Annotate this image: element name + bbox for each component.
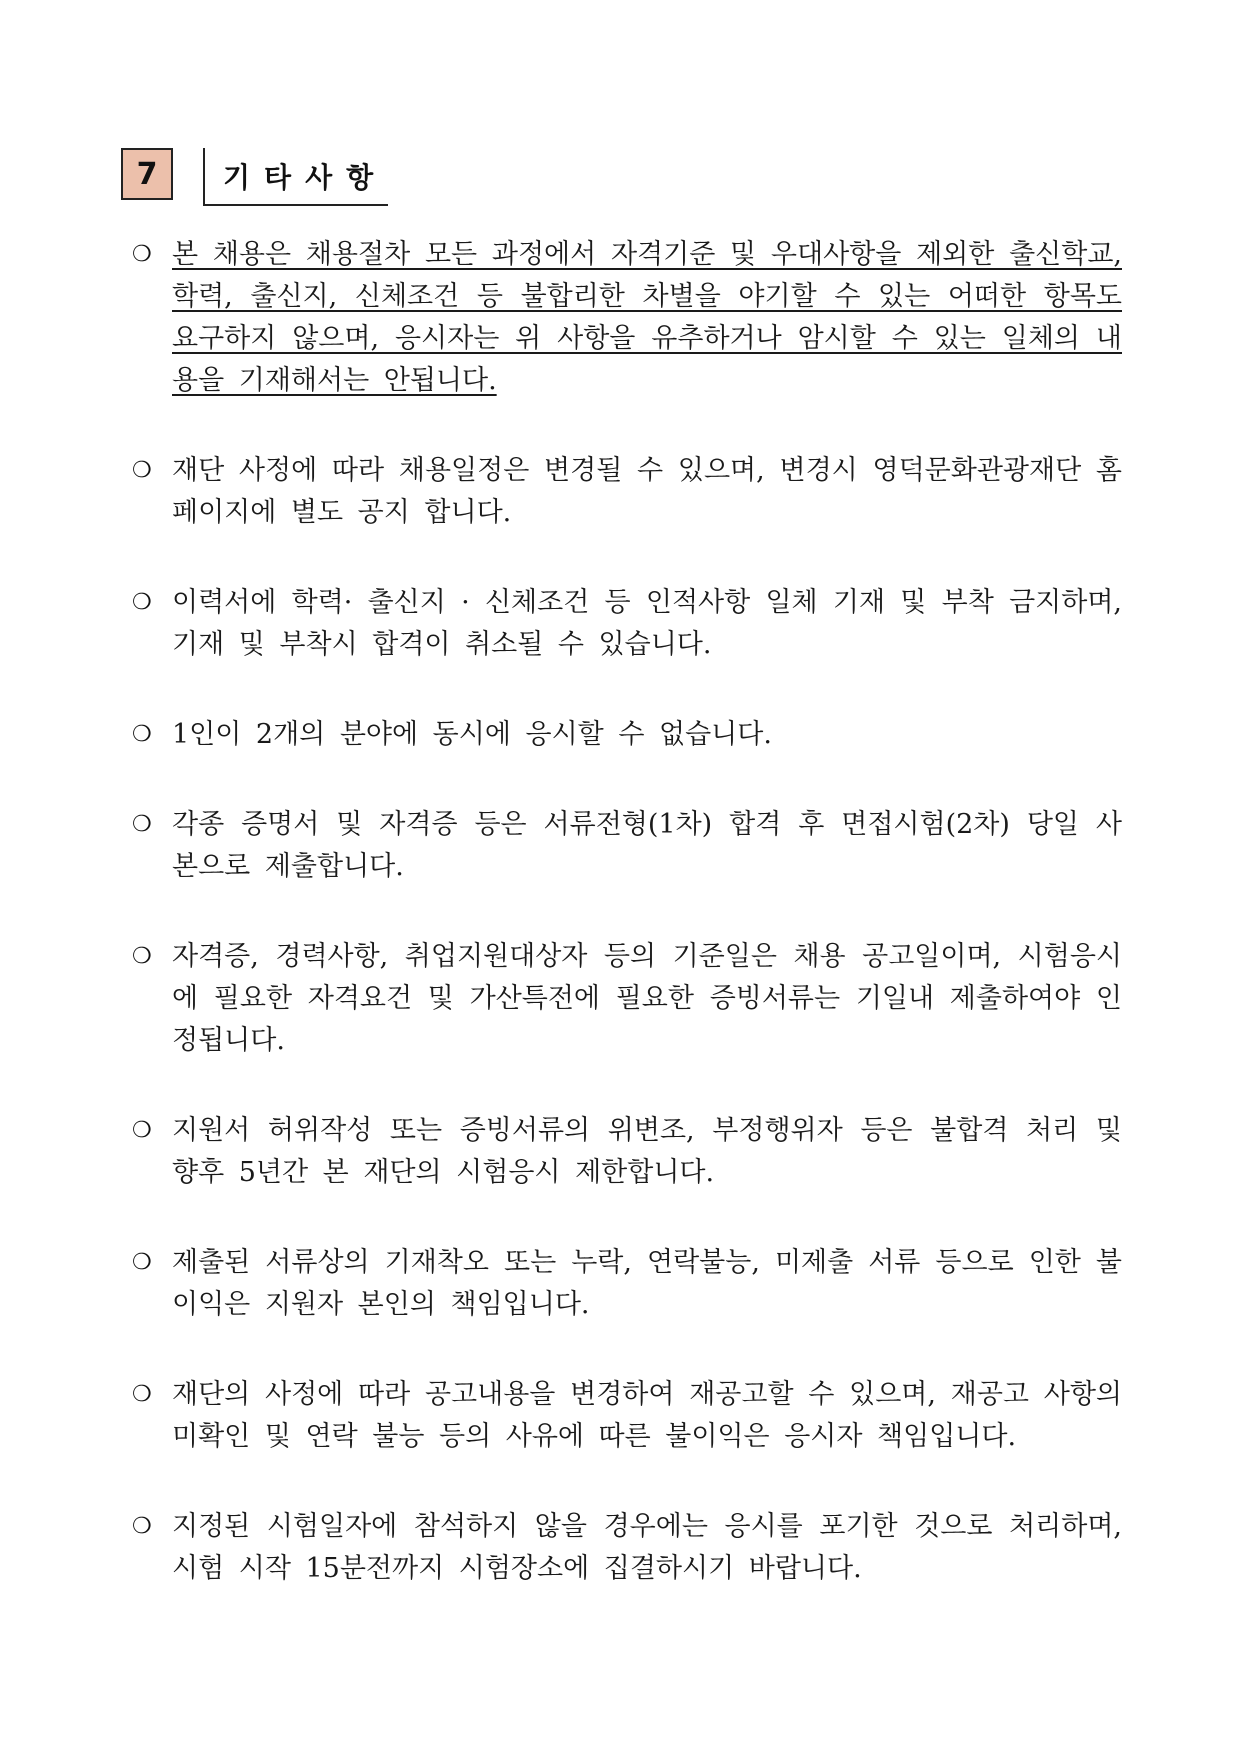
bullet-icon: ❍ xyxy=(132,722,152,747)
notice-item-10 xyxy=(132,1506,1122,1590)
notice-text: 제출된 서류상의 기재착오 또는 누락, 연락불능, 미제출 서류 등으로 인한 불이익은 지원자 본인의 책임입니다. xyxy=(172,1247,1122,1320)
notice-text: 지정된 시험일자에 참석하지 않을 경우에는 응시를 포기한 것으로 처리하며, 시험 시작 15분전까지 시험장소에 집결하시기 바랍니다. xyxy=(172,1511,1122,1584)
notice-text: 지원서 허위작성 또는 증빙서류의 위변조, 부정행위자 등은 불합격 처리 및 향후 5년간 본 재단의 시험응시 제한합니다. xyxy=(172,1115,1122,1188)
section-number-badge: 7 xyxy=(121,148,173,200)
notice-text: 1인이 2개의 분야에 동시에 응시할 수 없습니다. xyxy=(172,719,772,750)
bullet-icon: ❍ xyxy=(132,944,152,969)
section-title-frame xyxy=(203,148,388,206)
bullet-icon: ❍ xyxy=(132,812,152,837)
notice-item-4 xyxy=(132,714,1122,756)
section-header xyxy=(121,148,411,210)
bullet-icon: ❍ xyxy=(132,1118,152,1143)
notice-item-5 xyxy=(132,804,1122,888)
notice-text: 자격증, 경력사항, 취업지원대상자 등의 기준일은 채용 공고일이며, 시험응시에 필요한 자격요건 및 가산특전에 필요한 증빙서류는 기일내 제출하여야 인정됩니다. xyxy=(172,941,1122,1056)
bullet-icon: ❍ xyxy=(132,1514,152,1539)
notice-item-2 xyxy=(132,450,1122,534)
notice-item-3 xyxy=(132,582,1122,666)
notice-item-9 xyxy=(132,1374,1122,1458)
notice-item-7 xyxy=(132,1110,1122,1194)
bullet-icon: ❍ xyxy=(132,590,152,615)
bullet-icon: ❍ xyxy=(132,1250,152,1275)
bullet-icon: ❍ xyxy=(132,1382,152,1407)
notice-text: 재단 사정에 따라 채용일정은 변경될 수 있으며, 변경시 영덕문화관광재단 홈페이지에 별도 공지 합니다. xyxy=(172,455,1122,528)
notice-text: 본 채용은 채용절차 모든 과정에서 자격기준 및 우대사항을 제외한 출신학교, 학력, 출신지, 신체조건 등 불합리한 차별을 야기할 수 있는 어떠한 항목도 요구하지 않으며, 응시자는 위 사항을 유추하거나 암시할 수 있는 일체의 내용을 기재해서는 안됩니다. xyxy=(172,239,1122,396)
section-title: 기타사항 xyxy=(223,161,388,194)
notice-item-1 xyxy=(132,234,1122,402)
notice-item-6 xyxy=(132,936,1122,1062)
notice-list xyxy=(132,234,1122,1590)
notice-text: 각종 증명서 및 자격증 등은 서류전형(1차) 합격 후 면접시험(2차) 당일 사본으로 제출합니다. xyxy=(172,809,1122,882)
bullet-icon: ❍ xyxy=(132,242,152,267)
notice-text: 재단의 사정에 따라 공고내용을 변경하여 재공고할 수 있으며, 재공고 사항의 미확인 및 연락 불능 등의 사유에 따른 불이익은 응시자 책임입니다. xyxy=(172,1379,1122,1452)
notice-text: 이력서에 학력· 출신지 · 신체조건 등 인적사항 일체 기재 및 부착 금지하며, 기재 및 부착시 합격이 취소될 수 있습니다. xyxy=(172,587,1122,660)
bullet-icon: ❍ xyxy=(132,458,152,483)
notice-item-8 xyxy=(132,1242,1122,1326)
